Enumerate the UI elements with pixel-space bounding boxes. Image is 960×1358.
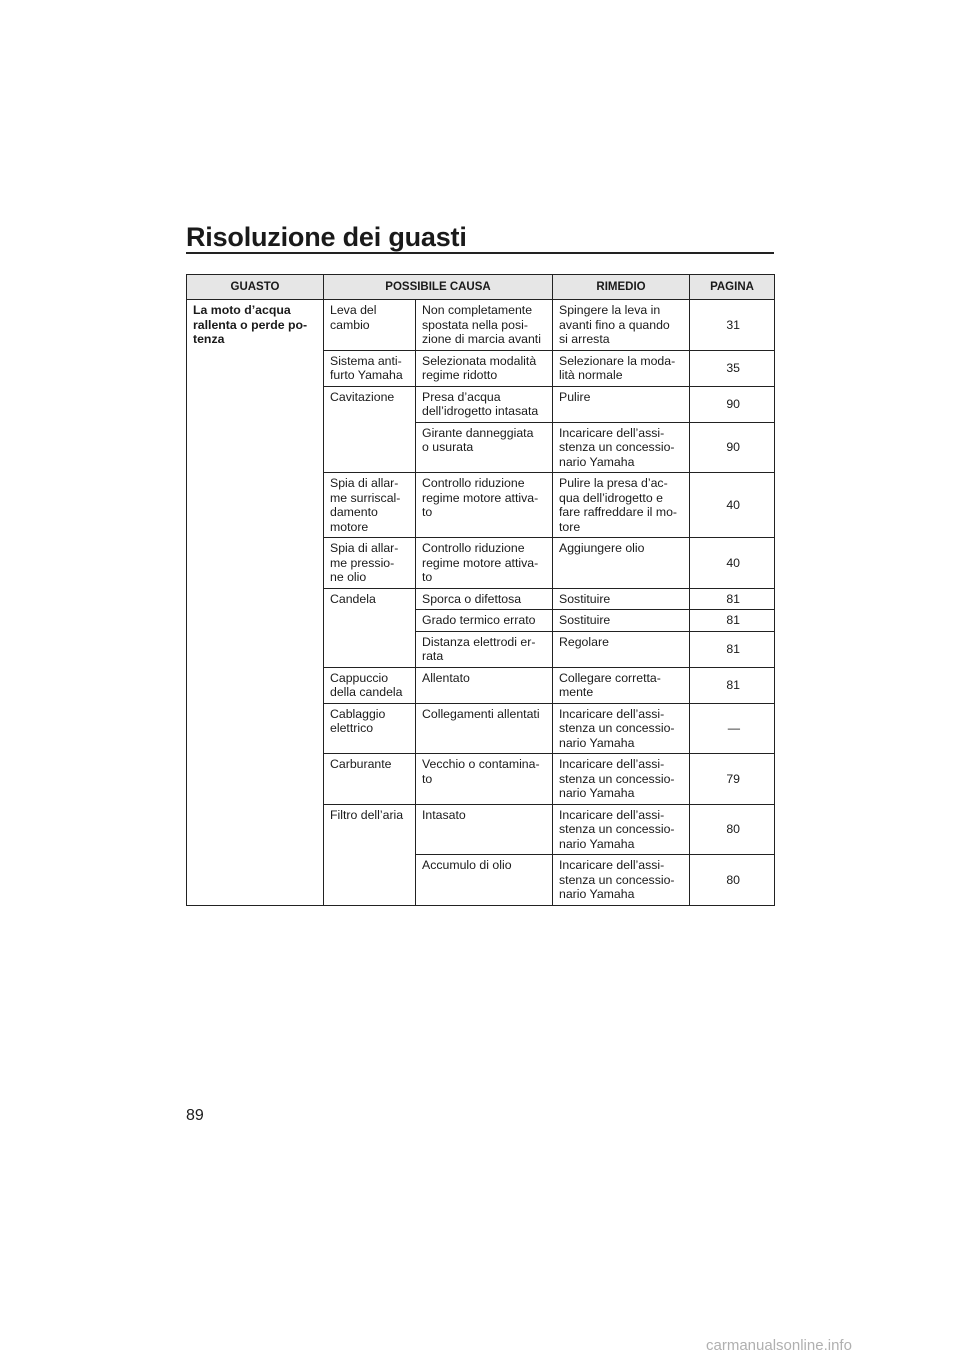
remedy-cell: Regolare <box>553 631 690 667</box>
page-cell: 31 <box>690 300 775 351</box>
remedy-cell: Incaricare dell’assi- stenza un concessio- nario Yamaha <box>553 422 690 473</box>
detail-cell: Distanza elettrodi er- rata <box>416 631 553 667</box>
cause-cell: Leva del cambio <box>324 300 416 351</box>
page-cell: 90 <box>690 422 775 473</box>
cause-cell: Spia di allar- me surriscal- damento motore <box>324 473 416 538</box>
page-cell: 79 <box>690 754 775 805</box>
detail-cell: Sporca o difettosa <box>416 588 553 610</box>
cause-cell: Spia di allar- me pressio- ne olio <box>324 538 416 589</box>
remedy-cell: Aggiungere olio <box>553 538 690 589</box>
page-cell: 40 <box>690 473 775 538</box>
page-cell: — <box>690 703 775 754</box>
table-body <box>187 300 775 906</box>
table-header <box>187 275 775 300</box>
detail-cell: Intasato <box>416 804 553 855</box>
remedy-cell: Spingere la leva in avanti fino a quando si arresta <box>553 300 690 351</box>
detail-cell: Non completamente spostata nella posi- zione di marcia avanti <box>416 300 553 351</box>
cause-cell: Cablaggio elettrico <box>324 703 416 754</box>
remedy-cell: Collegare corretta- mente <box>553 667 690 703</box>
header-rimedio: RIMEDIO <box>553 275 690 300</box>
page-cell: 80 <box>690 804 775 855</box>
cause-cell: Sistema anti- furto Yamaha <box>324 350 416 386</box>
remedy-cell: Pulire <box>553 386 690 422</box>
detail-cell: Allentato <box>416 667 553 703</box>
header-possibile-causa: POSSIBILE CAUSA <box>324 275 553 300</box>
detail-cell: Collegamenti allentati <box>416 703 553 754</box>
page-cell: 80 <box>690 855 775 906</box>
detail-cell: Girante danneggiata o usurata <box>416 422 553 473</box>
page-cell: 40 <box>690 538 775 589</box>
page-title: Risoluzione dei guasti <box>186 222 467 252</box>
page-cell: 81 <box>690 631 775 667</box>
watermark: carmanualsonline.info <box>706 1337 852 1354</box>
cause-cell: Cavitazione <box>324 386 416 473</box>
detail-cell: Selezionata modalità regime ridotto <box>416 350 553 386</box>
cause-cell: Filtro dell’aria <box>324 804 416 905</box>
title-underline <box>186 252 774 254</box>
remedy-cell: Incaricare dell’assi- stenza un concessio- nario Yamaha <box>553 804 690 855</box>
troubleshooting-table <box>186 274 775 906</box>
page-number: 89 <box>186 1107 204 1124</box>
remedy-cell: Sostituire <box>553 610 690 632</box>
header-guasto: GUASTO <box>187 275 324 300</box>
detail-cell: Controllo riduzione regime motore attiva- to <box>416 473 553 538</box>
remedy-cell: Incaricare dell’assi- stenza un concessio- nario Yamaha <box>553 855 690 906</box>
cause-cell: Candela <box>324 588 416 667</box>
page-cell: 81 <box>690 610 775 632</box>
detail-cell: Vecchio o contamina- to <box>416 754 553 805</box>
remedy-cell: Incaricare dell’assi- stenza un concessio- nario Yamaha <box>553 754 690 805</box>
detail-cell: Grado termico errato <box>416 610 553 632</box>
remedy-cell: Selezionare la moda- lità normale <box>553 350 690 386</box>
detail-cell: Accumulo di olio <box>416 855 553 906</box>
page-cell: 90 <box>690 386 775 422</box>
cause-cell: Cappuccio della candela <box>324 667 416 703</box>
remedy-cell: Incaricare dell’assi- stenza un concessio- nario Yamaha <box>553 703 690 754</box>
detail-cell: Controllo riduzione regime motore attiva- to <box>416 538 553 589</box>
page-cell: 81 <box>690 588 775 610</box>
header-pagina: PAGINA <box>690 275 775 300</box>
detail-cell: Presa d’acqua dell’idrogetto intasata <box>416 386 553 422</box>
remedy-cell: Sostituire <box>553 588 690 610</box>
table-row <box>187 300 775 351</box>
cause-cell: Carburante <box>324 754 416 805</box>
page-cell: 81 <box>690 667 775 703</box>
page-cell: 35 <box>690 350 775 386</box>
remedy-cell: Pulire la presa d’ac- qua dell’idrogetto e fare raffreddare il mo- tore <box>553 473 690 538</box>
fault-cell: La moto d’acqua rallenta o perde po- tenza <box>187 300 324 906</box>
